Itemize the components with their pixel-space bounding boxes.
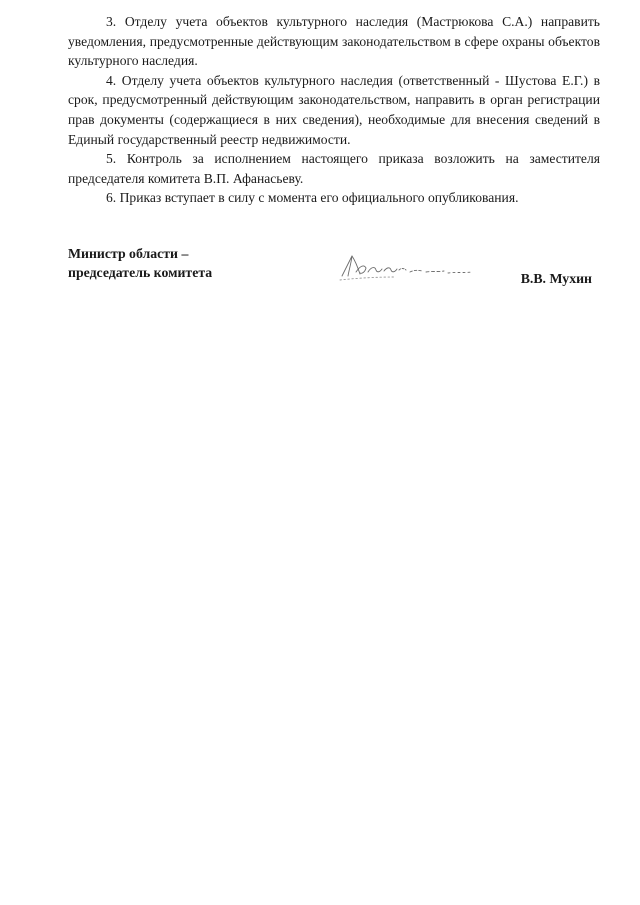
signer-title-line-1: Министр области – bbox=[68, 246, 189, 261]
paragraph-4 bbox=[68, 71, 600, 149]
paragraph-number: 3. bbox=[106, 14, 117, 29]
paragraph-text: Приказ вступает в силу с момента его официального опубликования. bbox=[119, 190, 519, 206]
order-body bbox=[68, 12, 600, 208]
signature-block bbox=[68, 244, 600, 294]
paragraph-text: Отделу учета объектов культурного наследия (Мастрюкова С.А.) направить уведомления, предусмотренные действующим законодательством в сфере охраны объектов культурного наследия. bbox=[68, 14, 600, 69]
paragraph-text: Отделу учета объектов культурного наследия (ответственный - Шустова Е.Г.) в срок, предусмотренный действующим законодательством, направить в орган регистрации прав документы (содержащиеся в них сведения), необходимые для внесения сведений в Единый государственный реестр недвижимости. bbox=[68, 72, 600, 147]
signer-title bbox=[68, 244, 212, 282]
paragraph-number: 5. bbox=[106, 151, 117, 167]
paragraph-5 bbox=[68, 149, 600, 188]
handwritten-signature bbox=[338, 250, 498, 284]
paragraph-text: Контроль за исполнением настоящего приказа возложить на заместителя председателя комитета В.П. Афанасьеву. bbox=[68, 151, 600, 186]
paragraph-number: 4. bbox=[106, 72, 117, 88]
paragraph-3 bbox=[68, 12, 600, 71]
paragraph-6 bbox=[68, 188, 600, 208]
signer-title-line-2: председатель комитета bbox=[68, 265, 213, 280]
signer-name: В.В. Мухин bbox=[520, 271, 592, 286]
paragraph-number: 6. bbox=[106, 190, 117, 206]
